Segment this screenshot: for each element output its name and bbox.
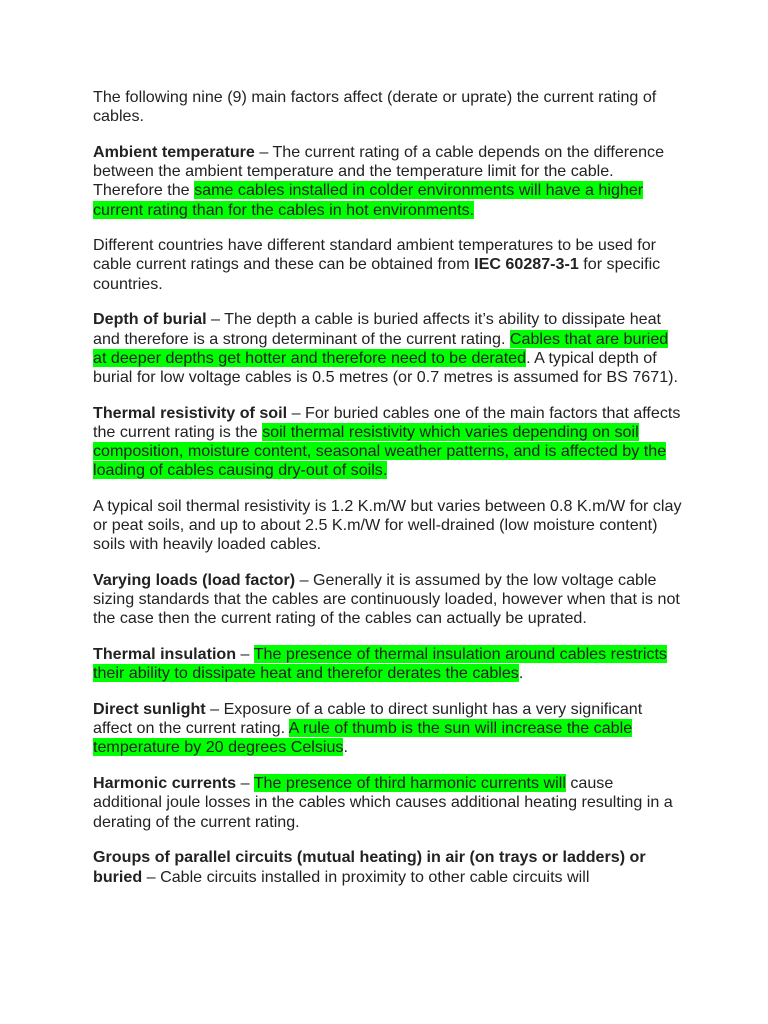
thermal-insulation-heading: Thermal insulation bbox=[93, 645, 237, 664]
depth-of-burial-text-end: . A typical depth of burial for low voltage cables is 0.5 metres (or 0.7 metres is assumed for BS 7671). bbox=[93, 348, 678, 386]
thermal-insulation-dash: – bbox=[236, 645, 254, 664]
harmonic-currents-highlight: The presence of third harmonic currents will bbox=[253, 774, 566, 793]
varying-loads-text: – Generally it is assumed by the low voltage cable sizing standards that the cables are continuously loaded, however when that is not the case then the current rating of the cables can actually be uprated. bbox=[93, 571, 680, 628]
ambient-temperature-paragraph bbox=[93, 143, 683, 220]
varying-loads-paragraph bbox=[93, 571, 683, 629]
soil-typical-text: A typical soil thermal resistivity is 1.2 K.m/W but varies between 0.8 K.m/W for clay or peat soils, and up to about 2.5 K.m/W for well-drained (low moisture content) soils with heavily loaded cables. bbox=[93, 496, 682, 554]
countries-paragraph bbox=[93, 236, 683, 294]
varying-loads-heading: Varying loads (load factor) bbox=[93, 571, 296, 590]
harmonic-currents-text: cause additional joule losses in the cables which causes additional heating resulting in a derating of the current rating. bbox=[93, 774, 673, 831]
ambient-temperature-text: – The current rating of a cable depends on the difference between the ambient temperature and the temperature limit for the cable. Therefore the bbox=[93, 142, 665, 200]
intro-paragraph bbox=[93, 88, 683, 126]
thermal-insulation-highlight: The presence of thermal insulation around cables restricts their ability to dissipate heat and therefor derates the cables bbox=[93, 645, 667, 683]
soil-resistivity-highlight: soil thermal resistivity which varies depending on soil composition, moisture content, seasonal weather patterns, and is affected by the loading of cables causing dry-out of soils. bbox=[93, 422, 667, 480]
soil-resistivity-paragraph bbox=[93, 404, 683, 481]
parallel-circuits-paragraph bbox=[93, 848, 683, 886]
intro-text: The following nine (9) main factors affect (derate or uprate) the current rating of cables. bbox=[93, 88, 657, 126]
harmonic-currents-heading: Harmonic currents bbox=[93, 774, 237, 793]
harmonic-currents-dash: – bbox=[236, 774, 254, 793]
thermal-insulation-paragraph bbox=[93, 645, 683, 683]
direct-sunlight-heading: Direct sunlight bbox=[93, 700, 206, 719]
ambient-temperature-highlight: same cables installed in colder environments will have a higher current rating than for the cables in hot environments. bbox=[93, 181, 644, 219]
depth-of-burial-paragraph bbox=[93, 310, 683, 387]
iec-standard-reference: IEC 60287-3-1 bbox=[474, 255, 579, 274]
harmonic-currents-paragraph bbox=[93, 774, 683, 832]
document-body bbox=[93, 88, 683, 903]
depth-of-burial-text: – The depth a cable is buried affects it’s ability to dissipate heat and therefore is a strong determinant of the current rating. bbox=[93, 310, 662, 348]
ambient-temperature-heading: Ambient temperature bbox=[93, 142, 255, 161]
direct-sunlight-text: – Exposure of a cable to direct sunlight has a very significant affect on the current rating. bbox=[93, 700, 643, 738]
direct-sunlight-paragraph bbox=[93, 700, 683, 758]
soil-resistivity-heading: Thermal resistivity of soil bbox=[93, 403, 288, 422]
soil-typical-paragraph bbox=[93, 497, 683, 555]
depth-of-burial-highlight: Cables that are buried at deeper depths get hotter and therefore need to be derated bbox=[93, 329, 669, 367]
parallel-circuits-text: – Cable circuits installed in proximity to other cable circuits will bbox=[142, 867, 590, 886]
direct-sunlight-period: . bbox=[343, 738, 348, 757]
soil-resistivity-text: – For buried cables one of the main factors that affects the current rating is the bbox=[93, 403, 681, 441]
depth-of-burial-heading: Depth of burial bbox=[93, 310, 207, 329]
parallel-circuits-heading: Groups of parallel circuits (mutual heating) in air (on trays or ladders) or buried bbox=[93, 848, 646, 886]
direct-sunlight-highlight: A rule of thumb is the sun will increase the cable temperature by 20 degrees Celsius bbox=[93, 719, 633, 757]
thermal-insulation-period: . bbox=[518, 664, 524, 683]
countries-text-end: for specific countries. bbox=[93, 255, 661, 293]
countries-text: Different countries have different standard ambient temperatures to be used for cable current ratings and these can be obtained from bbox=[93, 236, 657, 274]
